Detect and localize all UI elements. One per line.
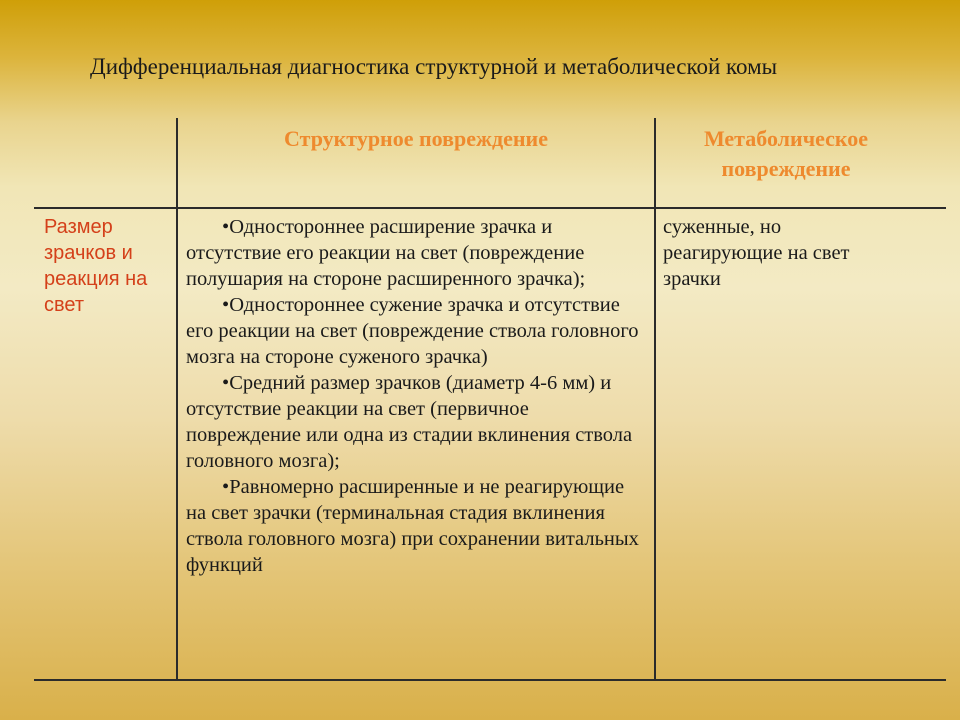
bullet-glyph: •	[222, 216, 230, 238]
structural-item-4	[186, 474, 648, 578]
structural-item-3	[186, 370, 648, 474]
table-vertical-divider-2	[654, 118, 656, 680]
structural-item-2	[186, 292, 648, 370]
structural-item-1-text: Одностороннее расширение зрачка и отсутствие его реакции на свет (повреждение полушария на стороне расширенного зрачка);	[186, 216, 586, 290]
table-header-divider	[34, 207, 946, 209]
structural-damage-cell	[186, 214, 648, 578]
header-structural-damage: Структурное повреждение	[284, 126, 548, 151]
structural-item-1	[186, 214, 648, 292]
metabolic-damage-cell: суженные, но реагирующие на свет зрачки	[663, 216, 850, 290]
row-label-pupil-size: Размер зрачков и реакция на свет	[44, 216, 148, 316]
structural-item-3-text: Средний размер зрачков (диаметр 4-6 мм) и отсутствие реакции на свет (первичное повреждение или одна из стадии вклинения ствола головного мозга);	[186, 372, 633, 472]
table-bottom-border	[34, 679, 946, 681]
structural-item-4-text: Равномерно расширенные и не реагирующие на свет зрачки (терминальная стадия вклинения ствола головного мозга) при сохранении витальных функций	[186, 476, 639, 576]
bullet-glyph: •	[222, 372, 230, 394]
bullet-glyph: •	[222, 476, 230, 498]
header-metabolic-damage: Метаболическое повреждение	[703, 126, 869, 181]
table-vertical-divider-1	[176, 118, 178, 680]
bullet-glyph: •	[222, 294, 230, 316]
slide-title: Дифференциальная диагностика структурной и метаболической комы	[90, 54, 778, 79]
structural-item-2-text: Одностороннее сужение зрачка и отсутствие его реакции на свет (повреждение ствола головного мозга на стороне суженого зрачка)	[186, 294, 639, 368]
